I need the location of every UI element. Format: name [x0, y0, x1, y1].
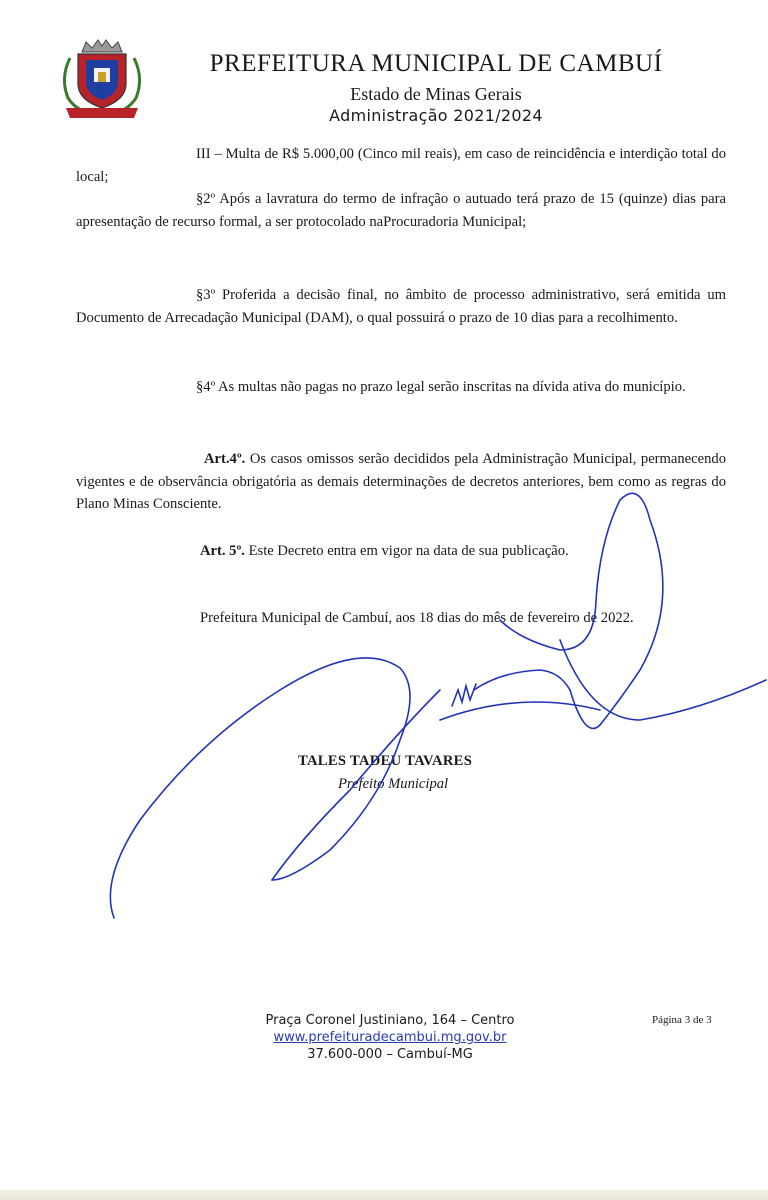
- signatory-role: Prefeito Municipal: [338, 776, 449, 792]
- article-label: Art. 5º.: [200, 543, 245, 559]
- paragraph-article-4: [76, 448, 726, 516]
- paragraph-section-4: [76, 376, 726, 399]
- paragraph-item-iii: [76, 143, 726, 188]
- paragraph-section-3: [76, 284, 726, 329]
- article-label: Art.4º.: [204, 451, 246, 467]
- administration-term: Administração 2021/2024: [329, 106, 543, 125]
- footer-website-link[interactable]: www.prefeituradecambui.mg.gov.br: [273, 1030, 507, 1045]
- paragraph-text: §3º Proferida a decisão final, no âmbito de processo administrativo, será emitida um Documento de Arrecadação Municipal (DAM), o qual possuirá o prazo de 10 dias para a recolhimento.: [76, 287, 726, 326]
- paragraph-text: Este Decreto entra em vigor na data de sua publicação.: [248, 543, 569, 559]
- paragraph-text: §4º As multas não pagas no prazo legal serão inscritas na dívida ativa do município.: [196, 379, 686, 395]
- paragraph-text: III – Multa de R$ 5.000,00 (Cinco mil reais), em caso de reincidência e interdição total do local;: [76, 146, 726, 185]
- paragraph-section-2: [76, 188, 726, 233]
- page-title: PREFEITURA MUNICIPAL DE CAMBUÍ: [209, 50, 663, 77]
- scan-edge: [0, 1190, 768, 1200]
- footer-address: Praça Coronel Justiniano, 164 – Centro: [265, 1013, 515, 1028]
- footer-address-block: [220, 1012, 560, 1063]
- closing-date-line: Prefeitura Municipal de Cambuí, aos 18 dias do mês de fevereiro de 2022.: [200, 610, 634, 626]
- letterhead: [56, 38, 716, 128]
- paragraph-text: §2º Após a lavratura do termo de infração o autuado terá prazo de 15 (quinze) dias para apresentação de recurso formal, a ser protocolado naProcuradoria Municipal;: [76, 191, 726, 230]
- paragraph-text: Os casos omissos serão decididos pela Administração Municipal, permanecendo vigentes e de observância obrigatória as demais determinações de decretos anteriores, bem como as regras do Plano Minas Consciente.: [76, 451, 726, 512]
- signatory-name: TALES TADEU TAVARES: [298, 753, 473, 769]
- state-subtitle: Estado de Minas Gerais: [350, 84, 522, 104]
- paragraph-article-5: [200, 543, 569, 560]
- page-number: Página 3 de 3: [652, 1014, 712, 1026]
- footer-cep-city: 37.600-000 – Cambuí-MG: [307, 1047, 473, 1062]
- municipal-crest-logo: [56, 38, 148, 120]
